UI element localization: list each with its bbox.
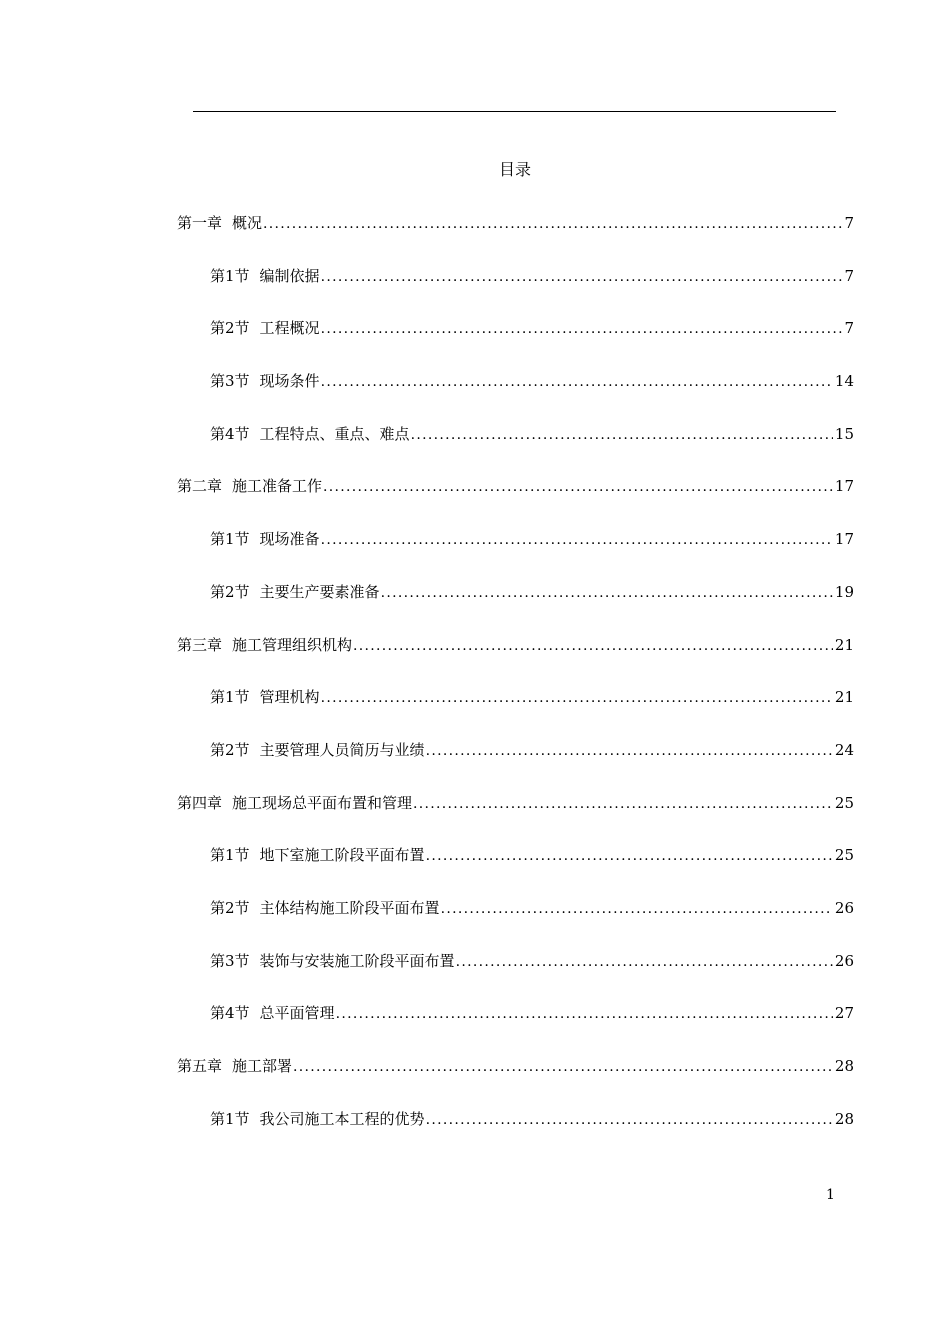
toc-section-entry[interactable] bbox=[177, 263, 854, 316]
toc-title: 目录 bbox=[498, 160, 531, 179]
toc-section-entry[interactable] bbox=[177, 579, 854, 632]
toc-entry-number: 第3节 bbox=[210, 372, 250, 391]
toc-entry-number: 第1节 bbox=[210, 530, 250, 549]
toc-entry-title: 工程特点、重点、难点 bbox=[259, 424, 410, 443]
toc-dot-leader bbox=[456, 949, 833, 975]
toc-dot-leader bbox=[321, 685, 833, 711]
toc-chapter-entry[interactable] bbox=[177, 210, 854, 263]
toc-entry-title: 主要生产要素准备 bbox=[259, 582, 380, 601]
toc-section-entry[interactable] bbox=[177, 1106, 854, 1159]
toc-entry-number: 第三章 bbox=[177, 635, 223, 654]
toc-dot-leader bbox=[413, 791, 833, 817]
toc-dot-leader bbox=[426, 738, 833, 764]
toc-entry-title: 主体结构施工阶段平面布置 bbox=[259, 898, 440, 917]
toc-entry-title: 总平面管理 bbox=[259, 1004, 335, 1023]
toc-dot-leader bbox=[426, 843, 833, 869]
toc-section-entry[interactable] bbox=[177, 842, 854, 895]
toc-section-entry[interactable] bbox=[177, 526, 854, 579]
toc-section-entry[interactable] bbox=[177, 948, 854, 1001]
toc-section-entry[interactable] bbox=[177, 368, 854, 421]
table-of-contents bbox=[177, 210, 854, 1158]
page-number: 1 bbox=[826, 1187, 835, 1203]
toc-dot-leader bbox=[353, 633, 833, 659]
toc-chapter-entry[interactable] bbox=[177, 1053, 854, 1106]
toc-section-entry[interactable] bbox=[177, 684, 854, 737]
toc-chapter-entry[interactable] bbox=[177, 632, 854, 685]
toc-entry-number: 第1节 bbox=[210, 688, 250, 707]
toc-entry-title: 施工管理组织机构 bbox=[232, 635, 353, 654]
toc-entry-page: 17 bbox=[834, 477, 854, 496]
toc-entry-title: 工程概况 bbox=[259, 319, 320, 338]
toc-entry-number: 第2节 bbox=[210, 582, 250, 601]
toc-dot-leader bbox=[426, 1107, 833, 1133]
toc-dot-leader bbox=[411, 422, 833, 448]
toc-chapter-entry[interactable] bbox=[177, 790, 854, 843]
toc-dot-leader bbox=[321, 264, 843, 290]
toc-entry-page: 21 bbox=[834, 688, 854, 707]
toc-chapter-entry[interactable] bbox=[177, 473, 854, 526]
toc-section-entry[interactable] bbox=[177, 315, 854, 368]
toc-dot-leader bbox=[336, 1001, 833, 1027]
toc-entry-number: 第4节 bbox=[210, 1004, 250, 1023]
toc-entry-title: 概况 bbox=[232, 214, 263, 232]
toc-dot-leader bbox=[263, 211, 842, 237]
toc-entry-page: 27 bbox=[834, 1004, 854, 1023]
toc-entry-number: 第4节 bbox=[210, 424, 250, 443]
toc-entry-page: 28 bbox=[834, 1109, 854, 1128]
toc-entry-number: 第2节 bbox=[210, 740, 250, 759]
toc-entry-number: 第1节 bbox=[210, 1109, 250, 1128]
toc-entry-page: 19 bbox=[834, 582, 854, 601]
toc-entry-number: 第五章 bbox=[177, 1057, 223, 1075]
toc-entry-title: 编制依据 bbox=[259, 266, 320, 285]
toc-dot-leader bbox=[441, 896, 833, 922]
toc-entry-page: 21 bbox=[834, 635, 854, 654]
toc-dot-leader bbox=[381, 580, 833, 606]
toc-section-entry[interactable] bbox=[177, 737, 854, 790]
toc-entry-number: 第1节 bbox=[210, 266, 250, 285]
toc-entry-number: 第二章 bbox=[177, 477, 223, 496]
toc-entry-page: 14 bbox=[834, 372, 854, 391]
toc-entry-number: 第3节 bbox=[210, 951, 250, 970]
toc-entry-title: 现场条件 bbox=[259, 372, 320, 391]
toc-entry-page: 25 bbox=[834, 793, 854, 812]
toc-entry-number: 第1节 bbox=[210, 846, 250, 865]
toc-section-entry[interactable] bbox=[177, 1000, 854, 1053]
toc-dot-leader bbox=[293, 1054, 833, 1080]
toc-entry-title: 地下室施工阶段平面布置 bbox=[259, 846, 425, 865]
toc-entry-page: 26 bbox=[834, 951, 854, 970]
toc-entry-title: 管理机构 bbox=[259, 688, 320, 707]
toc-entry-title: 主要管理人员简历与业绩 bbox=[259, 740, 425, 759]
toc-dot-leader bbox=[321, 369, 833, 395]
toc-section-entry[interactable] bbox=[177, 421, 854, 474]
toc-entry-page: 28 bbox=[834, 1057, 854, 1075]
toc-entry-page: 15 bbox=[834, 424, 854, 443]
toc-dot-leader bbox=[321, 527, 833, 553]
toc-entry-page: 7 bbox=[844, 214, 854, 232]
toc-entry-title: 现场准备 bbox=[259, 530, 320, 549]
toc-entry-number: 第2节 bbox=[210, 898, 250, 917]
toc-entry-title: 我公司施工本工程的优势 bbox=[259, 1109, 425, 1128]
toc-dot-leader bbox=[321, 316, 843, 342]
toc-entry-page: 17 bbox=[834, 530, 854, 549]
toc-entry-page: 25 bbox=[834, 846, 854, 865]
toc-dot-leader bbox=[323, 474, 833, 500]
header-rule bbox=[193, 111, 836, 112]
toc-entry-number: 第四章 bbox=[177, 793, 223, 812]
toc-entry-title: 施工部署 bbox=[232, 1057, 293, 1075]
toc-entry-number: 第一章 bbox=[177, 214, 223, 232]
toc-entry-title: 施工现场总平面布置和管理 bbox=[232, 793, 413, 812]
toc-section-entry[interactable] bbox=[177, 895, 854, 948]
toc-entry-title: 施工准备工作 bbox=[232, 477, 323, 496]
toc-entry-page: 24 bbox=[834, 740, 854, 759]
toc-entry-page: 26 bbox=[834, 898, 854, 917]
toc-entry-page: 7 bbox=[844, 266, 854, 285]
toc-entry-title: 装饰与安装施工阶段平面布置 bbox=[259, 951, 455, 970]
toc-entry-page: 7 bbox=[844, 319, 854, 338]
toc-entry-number: 第2节 bbox=[210, 319, 250, 338]
